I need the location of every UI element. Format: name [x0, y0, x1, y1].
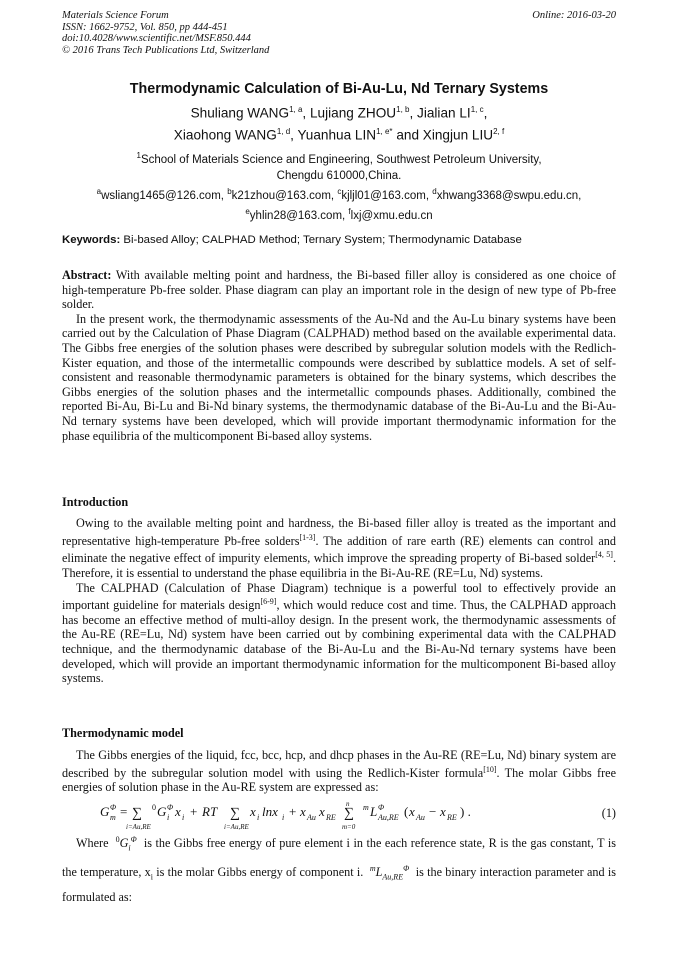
gibbs-energy-formula [100, 798, 580, 832]
svg-text:L: L [370, 804, 378, 819]
svg-text:Φ: Φ [378, 803, 385, 812]
author-affil-mark: 1, b [396, 105, 410, 114]
doi-line: doi:10.4028/www.scientific.net/MSF.850.444 [62, 33, 251, 44]
svg-text:m=0: m=0 [342, 823, 356, 831]
svg-text:Φ: Φ [167, 803, 174, 812]
keywords-label: Keywords: [62, 234, 121, 246]
affil-line: School of Materials Science and Engineering, Southwest Petroleum University, [140, 153, 542, 166]
author-affil-mark: 1, d [276, 127, 291, 137]
svg-text:n: n [346, 800, 350, 808]
svg-text:x: x [319, 804, 325, 819]
affiliation [40, 148, 638, 184]
svg-text:Au: Au [416, 813, 425, 822]
author-affil-mark: 1, e* [376, 127, 393, 137]
svg-text:RE: RE [326, 813, 336, 822]
thermo-where-paragraph: Where $^0G_i^\Phi$ is the Gibbs free energy of pure element i in the each reference state, R is the gas constant, T is the temperature, $x_i$ is the molar Gibbs energy of component i. $^mL_{Au,RE}^\Phi$ is the binary interaction parameter and is formulated as: [62, 835, 617, 904]
author-name: Shuliang WANG [190, 105, 290, 121]
svg-text:RT: RT [202, 804, 218, 819]
svg-text:i=Au,RE: i=Au,RE [126, 823, 151, 831]
svg-text:m: m [363, 803, 369, 812]
citation[interactable]: [4, 5] [595, 550, 613, 560]
symbol-interaction-L: $^mL_{Au,RE}^\Phi$ [369, 863, 410, 881]
thermo-model-heading: Thermodynamic model [62, 726, 184, 740]
email-link[interactable]: lxj@xmu.edu.cn [350, 209, 433, 222]
svg-text:∑: ∑ [344, 806, 354, 821]
copyright-line: © 2016 Trans Tech Publications Ltd, Switzerland [62, 44, 270, 56]
author-affil-mark: 1, c [470, 105, 484, 114]
thermo-paragraph: The Gibbs energies of the liquid, fcc, bcc, hcp, and dhcp phases in the Au-RE (RE=Lu, Nd) binary system are described by the subregular solution model with using the Redlich-Kister formula[10]. The molar Gibbs free energies of solution phase in the Au-RE system are expressed as: [62, 748, 616, 795]
citation[interactable]: [6-9] [260, 597, 277, 607]
author-affil-mark: 1, a [289, 105, 303, 114]
symbol-g0: $^0G_i^\Phi$ [115, 835, 137, 853]
svg-text:+: + [289, 804, 297, 819]
author-name: Xiaohong WANG [173, 127, 277, 143]
svg-text:∑: ∑ [132, 806, 142, 821]
svg-text:x: x [300, 804, 306, 819]
svg-text:0: 0 [152, 803, 156, 812]
issn-line: ISSN: 1662-9752, Vol. 850, pp 444-451 [62, 21, 228, 33]
thermo-model-section [62, 748, 616, 795]
email-list: $^a$wsliang1465@126.com, $^b$k21zhou@163.com, $^c$kjljl01@163.com, $^d$xhwang3368@swpu.edu.cn, $^e$yhlin28@163.com, $^f$lxj@xmu.edu.cn [96, 187, 582, 222]
svg-text:G: G [100, 804, 110, 819]
svg-text:(: ( [404, 804, 409, 819]
svg-text:i: i [167, 813, 170, 822]
paper-title: Thermodynamic Calculation of Bi-Au-Lu, Nd Ternary Systems [129, 81, 549, 97]
svg-text:∑: ∑ [230, 806, 240, 821]
email-link[interactable]: k21zhou@163.com, [231, 189, 335, 202]
email-link[interactable]: yhlin28@163.com, [249, 209, 346, 222]
author-list: Shuliang WANG$^{1, a}$, Lujiang ZHOU$^{1, b}$, Jialian LI$^{1, c}$, Xiaohong WANG$^{1, d}$, Yuanhua $LIN^{1, e*}$ and Xingjun LIU$^{2, f}$ [173, 105, 505, 143]
author-name: Lujiang ZHOU [309, 105, 397, 121]
svg-text:i=Au,RE: i=Au,RE [224, 823, 249, 831]
abstract-label: Abstract: [62, 268, 112, 282]
svg-text:lnx: lnx [262, 804, 278, 819]
abstract-section [62, 268, 616, 443]
citation[interactable]: [1-3] [299, 532, 316, 542]
email-link[interactable]: xhwang3368@swpu.edu.cn, [436, 189, 582, 202]
introduction-section [62, 516, 616, 686]
email-link[interactable]: kjljl01@163.com, [341, 189, 430, 202]
svg-text:x: x [409, 804, 415, 819]
intro-paragraph: The CALPHAD (Calculation of Phase Diagram) technique is a powerful tool to effectively provide an important guideline for materials design[6-9], which would reduce cost and time. Thus, the CALPHAD approach has become an effective method of multi-alloy design. In the present work, the thermodynamic assessments of the Au-RE (RE=Lu, Nd) system have been carried out by combining experimental data with the CALPHAD technique, and the thermodynamic database of the Bi-Au-Lu and the Bi-Au-Nd ternary systems have been developed, which will provide an important thermodynamic information for the multicomponent Bi-based alloy systems. [62, 580, 616, 686]
svg-text:x: x [250, 804, 256, 819]
svg-text:) .: ) . [460, 804, 471, 819]
svg-text:i: i [182, 813, 185, 822]
keywords [62, 234, 616, 246]
svg-text:x: x [440, 804, 446, 819]
intro-paragraph: Owing to the available melting point and hardness, the Bi-based filler alloy is treated as the important and representative high-temperature Pb-free solders[1-3]. The addition of rare earth (RE) elements can control and eliminate the negative effect of impurity elements, which improve the spreading property of Bi-based solder[4, 5]. Therefore, it is essential to understand the phase equilibria in the Bi-Au-RE (RE=Lu, Nd) systems. [62, 516, 616, 580]
svg-text:Au,RE: Au,RE [378, 813, 399, 822]
online-date: Online: 2016-03-20 [532, 10, 616, 21]
keywords-text: Bi-based Alloy; CALPHAD Method; Ternary System; Thermodynamic Database [123, 234, 522, 246]
svg-text:+: + [190, 804, 198, 819]
affil-line: Chengdu 610000,China. [276, 169, 402, 182]
svg-text:i: i [282, 813, 285, 822]
equation-1 [100, 798, 616, 832]
svg-text:Φ: Φ [110, 803, 117, 812]
journal-header [62, 10, 616, 56]
email-link[interactable]: wsliang1465@126.com, [101, 189, 224, 202]
citation[interactable]: [10] [483, 764, 497, 774]
author-name: Yuanhua LIN [297, 127, 377, 143]
abstract-paragraph: With available melting point and hardness, the Bi-based filler alloy is considered as one choice of high-temperature Pb-free solder. Phase diagram can play an important role in the design of new type of Pb-free solder. [62, 268, 616, 312]
author-name: Xingjun LIU [422, 127, 494, 143]
author-affil-mark: 2, f [493, 127, 505, 137]
introduction-heading: Introduction [62, 495, 129, 509]
svg-text:m: m [110, 813, 116, 822]
affil-mark: 1 [136, 151, 141, 160]
svg-text:i: i [257, 813, 260, 822]
journal-name: Materials Science Forum [62, 10, 169, 21]
abstract-paragraph: In the present work, the thermodynamic assessments of the Au-Nd and the Au-Lu binary systems have been carried out by the Calculation of Phase Diagram (CALPHAD) method based on the available experimental data. The Gibbs free energies of the solution phases were described by subregular solution models with the Redlich-Kister equation, and those of the intermetallic compounds were described by sublattice models. A set of self-consistent and reasonable thermodynamic parameters is obtained for the binary systems, which describes the Gibbs energies of the solution phases and the intermetallic compounds phases. Additionally, combined the reported Bi-Au, Bi-Lu and Bi-Nd binary systems, the thermodynamic database of the Bi-Au-Lu and the Bi-Au-Nd ternary systems have been developed, which will provide important thermodynamic information for the phase equilibria of the multicomponent Bi-based alloy systems. [62, 311, 616, 443]
svg-text:x: x [175, 804, 181, 819]
svg-text:G: G [157, 804, 167, 819]
author-name: Jialian LI [417, 105, 471, 121]
svg-text:Au: Au [307, 813, 316, 822]
svg-text:=: = [120, 804, 128, 819]
svg-text:−: − [429, 804, 437, 819]
equation-number: (1) [601, 806, 616, 820]
svg-text:RE: RE [447, 813, 457, 822]
